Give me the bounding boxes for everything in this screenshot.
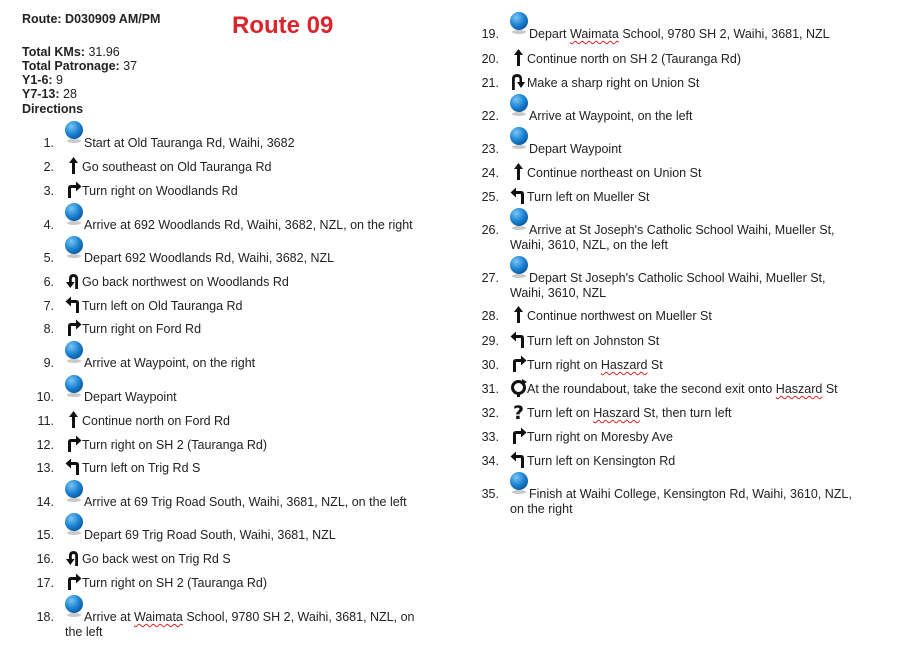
waypoint-pin-icon	[64, 479, 83, 498]
step-number: 4.	[43, 218, 54, 232]
step-text-continued: Waihi, 3610, NZL, on the left	[510, 238, 668, 252]
step-number: 7.	[43, 299, 54, 313]
step-number: 10.	[36, 390, 54, 404]
step-number: 9.	[43, 356, 54, 370]
waypoint-pin-icon	[64, 235, 83, 254]
y1-6-count: Y1-6: 9	[22, 73, 64, 87]
turn-left-icon	[509, 450, 528, 469]
step-text: Turn right on Haszard St	[527, 358, 663, 372]
step-number: 30.	[481, 358, 499, 372]
waypoint-pin-icon	[64, 374, 83, 393]
step-number: 6.	[43, 275, 54, 289]
step-text: Go southeast on Old Tauranga Rd	[82, 160, 272, 174]
step-text-continued: Waihi, 3610, NZL	[510, 286, 607, 300]
straight-arrow-icon	[509, 162, 528, 181]
step-text: Arrive at 69 Trig Road South, Waihi, 3681, NZL, on the left	[84, 495, 407, 509]
waypoint-pin-icon	[509, 93, 528, 112]
turn-right-icon	[64, 434, 83, 453]
spellcheck-word: Waimata	[570, 27, 619, 41]
turn-right-icon	[509, 354, 528, 373]
step-number: 15.	[36, 528, 54, 542]
step-text: Turn left on Trig Rd S	[82, 461, 201, 475]
step-text: Turn right on Moresby Ave	[527, 430, 673, 444]
step-text: Turn left on Old Tauranga Rd	[82, 299, 243, 313]
step-number: 29.	[481, 334, 499, 348]
question-mark-icon	[509, 402, 528, 421]
spellcheck-word: Haszard	[600, 358, 648, 372]
page-title: Route 09	[232, 12, 334, 39]
svg-text:?: ?	[512, 402, 525, 421]
step-number: 22.	[481, 109, 499, 123]
waypoint-pin-icon	[509, 207, 528, 226]
step-number: 11.	[37, 414, 54, 428]
step-text: Turn right on SH 2 (Tauranga Rd)	[82, 438, 268, 452]
step-number: 14.	[36, 495, 54, 509]
step-number: 23.	[481, 142, 499, 156]
step-text: At the roundabout, take the second exit onto Haszard St	[527, 382, 838, 396]
step-text-continued: on the right	[510, 502, 573, 516]
step-text: Continue northwest on Mueller St	[527, 309, 712, 323]
step-number: 16.	[36, 552, 54, 566]
step-text: Turn right on SH 2 (Tauranga Rd)	[82, 576, 268, 590]
step-text: Turn right on Woodlands Rd	[82, 184, 238, 198]
step-text: Go back west on Trig Rd S	[82, 552, 231, 566]
turn-right-icon	[64, 318, 83, 337]
waypoint-pin-icon	[64, 512, 83, 531]
step-number: 5.	[43, 251, 54, 265]
straight-arrow-icon	[509, 305, 528, 324]
spellcheck-word: Waimata	[134, 610, 183, 624]
waypoint-pin-icon	[64, 120, 83, 139]
step-number: 13.	[36, 461, 54, 475]
waypoint-pin-icon	[509, 471, 528, 490]
sharp-right-icon	[509, 72, 528, 91]
step-text: Go back northwest on Woodlands Rd	[82, 275, 289, 289]
step-text: Arrive at Waimata School, 9780 SH 2, Waihi, 3681, NZL, on	[84, 610, 415, 624]
route-code: Route: D030909 AM/PM	[22, 12, 161, 26]
turn-right-icon	[509, 426, 528, 445]
turn-right-icon	[64, 572, 83, 591]
spellcheck-word: Haszard	[775, 382, 823, 396]
step-text-continued: the left	[65, 625, 103, 639]
step-text: Arrive at 692 Woodlands Rd, Waihi, 3682, NZL, on the right	[84, 218, 413, 232]
step-number: 21.	[481, 76, 499, 90]
turn-left-icon	[509, 330, 528, 349]
turn-left-icon	[64, 295, 83, 314]
turn-right-icon	[64, 180, 83, 199]
step-text: Arrive at Waypoint, on the left	[529, 109, 693, 123]
step-text: Start at Old Tauranga Rd, Waihi, 3682	[84, 136, 295, 150]
turn-left-icon	[64, 457, 83, 476]
step-number: 27.	[481, 271, 499, 285]
step-text: Continue north on Ford Rd	[82, 414, 231, 428]
step-number: 1.	[43, 136, 54, 150]
step-text: Turn left on Mueller St	[527, 190, 650, 204]
step-number: 18.	[36, 610, 54, 624]
step-number: 19.	[481, 27, 499, 41]
waypoint-pin-icon	[64, 594, 83, 613]
step-text: Depart Waypoint	[529, 142, 622, 156]
step-text: Depart Waypoint	[84, 390, 177, 404]
step-text: Depart 692 Woodlands Rd, Waihi, 3682, NZL	[84, 251, 335, 265]
step-number: 35.	[481, 487, 499, 501]
turn-left-icon	[509, 186, 528, 205]
step-number: 28.	[481, 309, 499, 323]
straight-arrow-icon	[64, 156, 83, 175]
step-number: 3.	[43, 184, 54, 198]
total-kms: Total KMs: 31.96	[22, 45, 120, 59]
waypoint-pin-icon	[509, 255, 528, 274]
step-number: 32.	[481, 406, 499, 420]
step-number: 31.	[481, 382, 499, 396]
u-turn-icon	[64, 548, 83, 567]
step-number: 8.	[43, 322, 54, 336]
step-number: 33.	[481, 430, 499, 444]
step-text: Depart 69 Trig Road South, Waihi, 3681, NZL	[84, 528, 336, 542]
step-number: 25.	[481, 190, 499, 204]
step-text: Depart St Joseph's Catholic School Waihi, Mueller St,	[529, 271, 826, 285]
step-text: Continue northeast on Union St	[527, 166, 702, 180]
step-number: 20.	[481, 52, 499, 66]
y7-13-count: Y7-13: 28	[22, 87, 77, 101]
total-patronage: Total Patronage: 37	[22, 59, 138, 73]
step-text: Continue north on SH 2 (Tauranga Rd)	[527, 52, 742, 66]
step-text: Turn left on Kensington Rd	[527, 454, 676, 468]
step-text: Arrive at Waypoint, on the right	[84, 356, 256, 370]
step-number: 2.	[43, 160, 54, 174]
waypoint-pin-icon	[509, 126, 528, 145]
step-text: Make a sharp right on Union St	[527, 76, 700, 90]
directions-heading: Directions	[22, 102, 84, 116]
step-text: Arrive at St Joseph's Catholic School Waihi, Mueller St,	[529, 223, 835, 237]
u-turn-icon	[64, 271, 83, 290]
step-number: 17.	[36, 576, 54, 590]
step-text: Turn right on Ford Rd	[82, 322, 202, 336]
straight-arrow-icon	[509, 48, 528, 67]
step-number: 34.	[481, 454, 499, 468]
waypoint-pin-icon	[509, 11, 528, 30]
waypoint-pin-icon	[64, 202, 83, 221]
step-number: 12.	[36, 438, 54, 452]
step-text: Turn left on Johnston St	[527, 334, 660, 348]
waypoint-pin-icon	[64, 340, 83, 359]
step-number: 24.	[481, 166, 499, 180]
spellcheck-word: Haszard	[593, 406, 640, 420]
step-text: Finish at Waihi College, Kensington Rd, Waihi, 3610, NZL,	[529, 487, 852, 501]
step-number: 26.	[481, 223, 499, 237]
straight-arrow-icon	[64, 410, 83, 429]
step-text: Depart Waimata School, 9780 SH 2, Waihi, 3681, NZL	[529, 27, 830, 41]
step-text: Turn left on Haszard St, then turn left	[527, 406, 732, 420]
roundabout-icon	[509, 378, 528, 397]
